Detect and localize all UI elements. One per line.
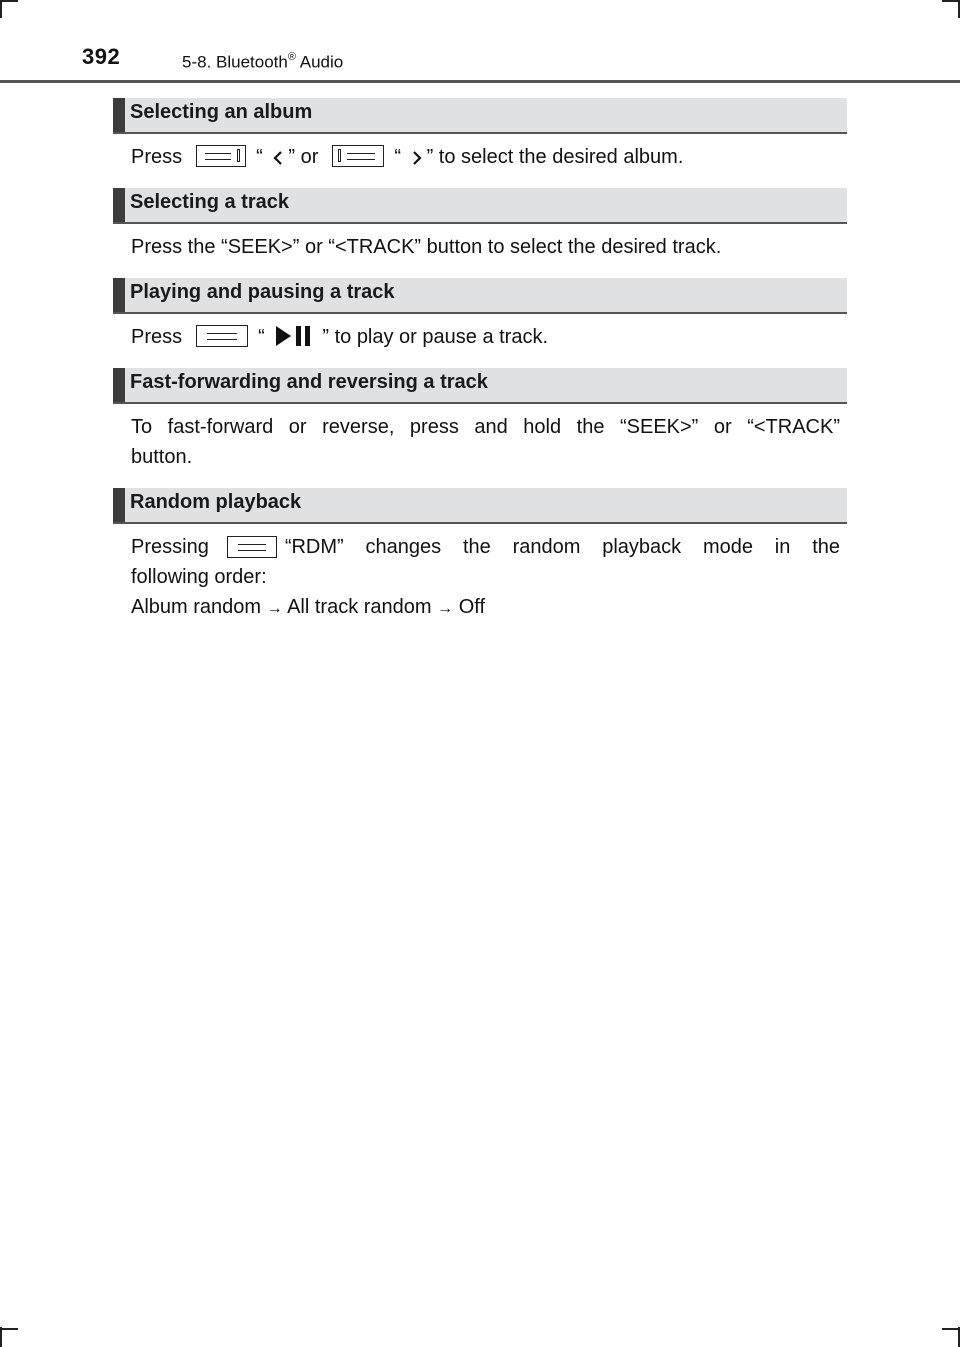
page-number: 392: [82, 44, 121, 69]
random-order: [131, 592, 840, 624]
random-line-1-tail: “RDM” changes the random playback mode in the: [284, 536, 840, 558]
random-line-1: [131, 532, 840, 562]
press-text: Press: [131, 326, 183, 348]
crop-mark: [942, 1328, 960, 1330]
paragraph-selecting-track: Press the “SEEK>” or “<TRACK” button to select the desired track.: [131, 236, 722, 258]
press-text: Press: [131, 146, 183, 168]
page-header: [0, 38, 960, 82]
paragraph-selecting-album: [131, 142, 840, 172]
order-off: Off: [458, 596, 486, 618]
random-line-2: following order:: [131, 566, 267, 588]
ff-line-2: button.: [131, 446, 193, 468]
order-all-track-random: All track random: [287, 596, 432, 618]
section-title-suffix: Audio: [295, 52, 344, 72]
heading-text: Fast-forwarding and reversing a track: [130, 371, 488, 393]
heading-random-playback: [113, 488, 847, 524]
chevron-left-icon: [272, 150, 284, 166]
section-title-text: 5-8. Bluetooth: [182, 52, 288, 72]
crop-mark: [942, 0, 960, 2]
heading-playing-pausing: [113, 278, 847, 314]
heading-text: Random playback: [130, 491, 302, 513]
section-title: [182, 52, 343, 73]
paragraph-fast-forward-reverse: [131, 412, 840, 472]
play-pause-icon: [274, 325, 314, 347]
quote-open: “: [394, 146, 402, 168]
heading-text: Playing and pausing a track: [130, 281, 395, 303]
crop-mark: [0, 0, 2, 18]
crop-mark: [0, 0, 18, 2]
quote-open: “: [256, 146, 263, 168]
arrow-icon: →: [266, 600, 283, 617]
heading-text: Selecting an album: [130, 101, 313, 123]
crop-mark: [0, 1328, 18, 1330]
header-rule: [0, 80, 960, 83]
paragraph-random-playback: [131, 532, 840, 624]
play-instruction-tail: ” to play or pause a track.: [322, 326, 549, 348]
registered-mark: ®: [287, 51, 296, 63]
button-icon: [196, 145, 246, 167]
button-icon: [227, 536, 277, 558]
order-album-random: Album random: [131, 596, 262, 618]
paragraph-playing-pausing: [131, 322, 840, 352]
button-icon: [332, 145, 384, 167]
button-icon: [196, 325, 248, 347]
ff-line-1: To fast-forward or reverse, press and hold the “SEEK>” or “<TRACK”: [131, 416, 840, 438]
heading-selecting-track: [113, 188, 847, 224]
heading-selecting-album: [113, 98, 847, 134]
quote-open: “: [258, 326, 265, 348]
crop-mark: [0, 1327, 2, 1347]
arrow-icon: →: [437, 600, 454, 617]
quote-or-text: ” or: [288, 146, 319, 168]
heading-text: Selecting a track: [130, 191, 289, 213]
chevron-right-icon: [411, 150, 423, 166]
album-instruction-tail: ” to select the desired album.: [426, 146, 684, 168]
pressing-text: Pressing: [131, 536, 209, 558]
heading-fast-forward-reverse: [113, 368, 847, 404]
